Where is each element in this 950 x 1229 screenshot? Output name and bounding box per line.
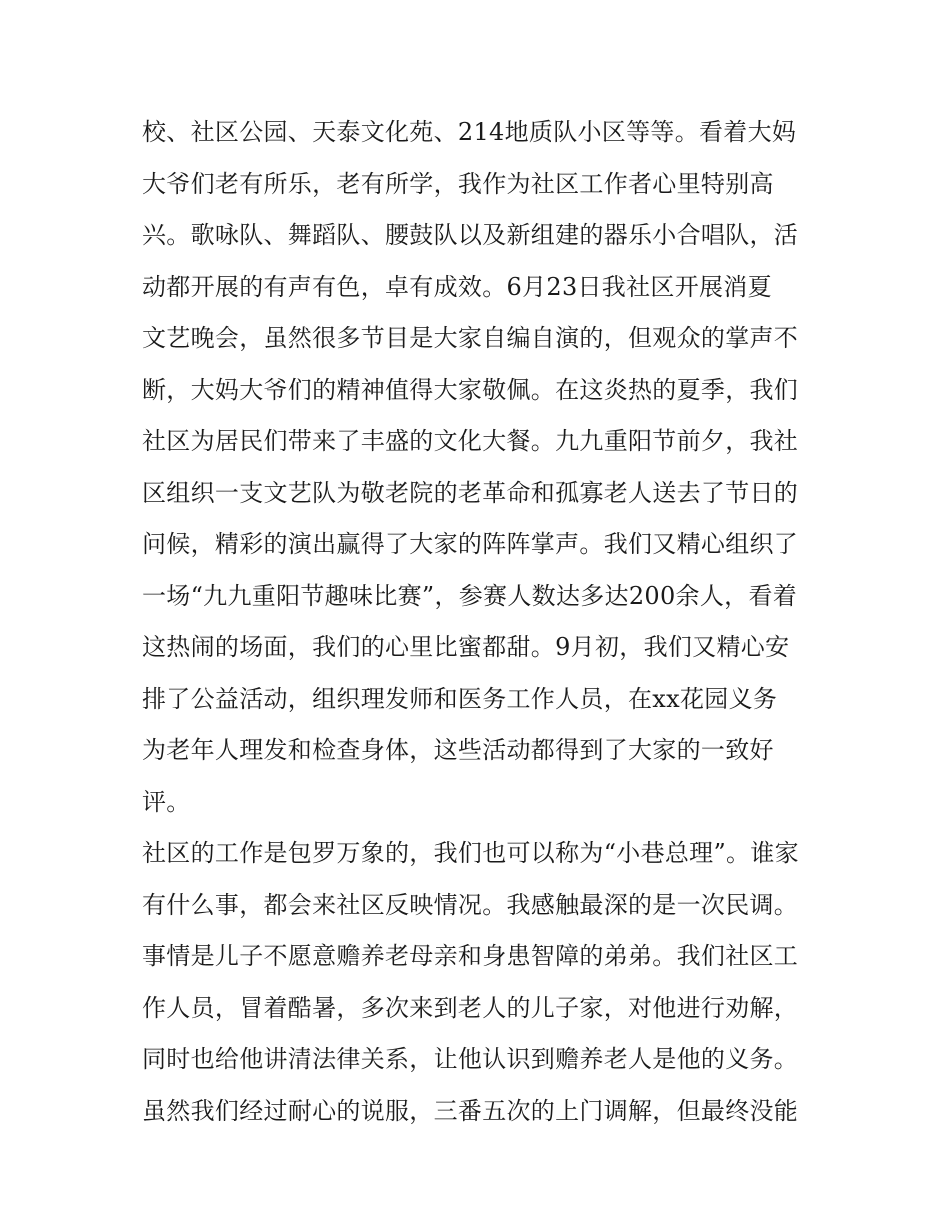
text-line: 为老年人理发和检查身体，这些活动都得到了大家的一致好 (142, 736, 774, 764)
text-line: 问候，精彩的演出赢得了大家的阵阵掌声。我们又精心组织了 (142, 530, 799, 558)
text-line: 动都开展的有声有色，卓有成效。6月23日我社区开展消夏 (142, 272, 772, 301)
text-line: 虽然我们经过耐心的说服，三番五次的上门调解，但最终没能 (142, 1096, 799, 1125)
text-line: 排了公益活动，组织理发师和医务工作人员，在xx花园义务 (142, 684, 778, 713)
text-line: 这热闹的场面，我们的心里比蜜都甜。9月初，我们又精心安 (142, 633, 790, 661)
text-line: 大爷们老有所乐，老有所学，我作为社区工作者心里特别高 (142, 169, 774, 198)
text-line: 区组织一支文艺队为敬老院的老革命和孤寡老人送去了节日的 (142, 478, 799, 507)
text-line: 作人员，冒着酷暑，多次来到老人的儿子家，对他进行劝解， (142, 993, 799, 1022)
text-line: 评。 (142, 787, 191, 816)
text-line: 一场“九九重阳节趣味比赛”，参赛人数达多达200余人，看着 (142, 581, 798, 610)
text-line: 社区为居民们带来了丰盛的文化大餐。九九重阳节前夕，我社 (142, 427, 799, 455)
body-text (142, 107, 822, 1137)
text-line: 文艺晚会，虽然很多节目是大家自编自演的，但观众的掌声不 (142, 324, 799, 352)
text-line: 社区的工作是包罗万象的，我们也可以称为“小巷总理”。谁家 (142, 839, 799, 867)
text-line: 兴。歌咏队、舞蹈队、腰鼓队以及新组建的器乐小合唱队，活 (142, 221, 799, 249)
text-line: 校、社区公园、天泰文化苑、214地质队小区等等。看着大妈 (142, 118, 797, 146)
text-line: 有什么事，都会来社区反映情况。我感触最深的是一次民调。 (142, 890, 799, 919)
text-line: 同时也给他讲清法律关系，让他认识到赡养老人是他的义务。 (142, 1045, 799, 1073)
text-line: 断，大妈大爷们的精神值得大家敬佩。在这炎热的夏季，我们 (142, 375, 799, 404)
text-line: 事情是儿子不愿意赡养老母亲和身患智障的弟弟。我们社区工 (142, 942, 799, 970)
